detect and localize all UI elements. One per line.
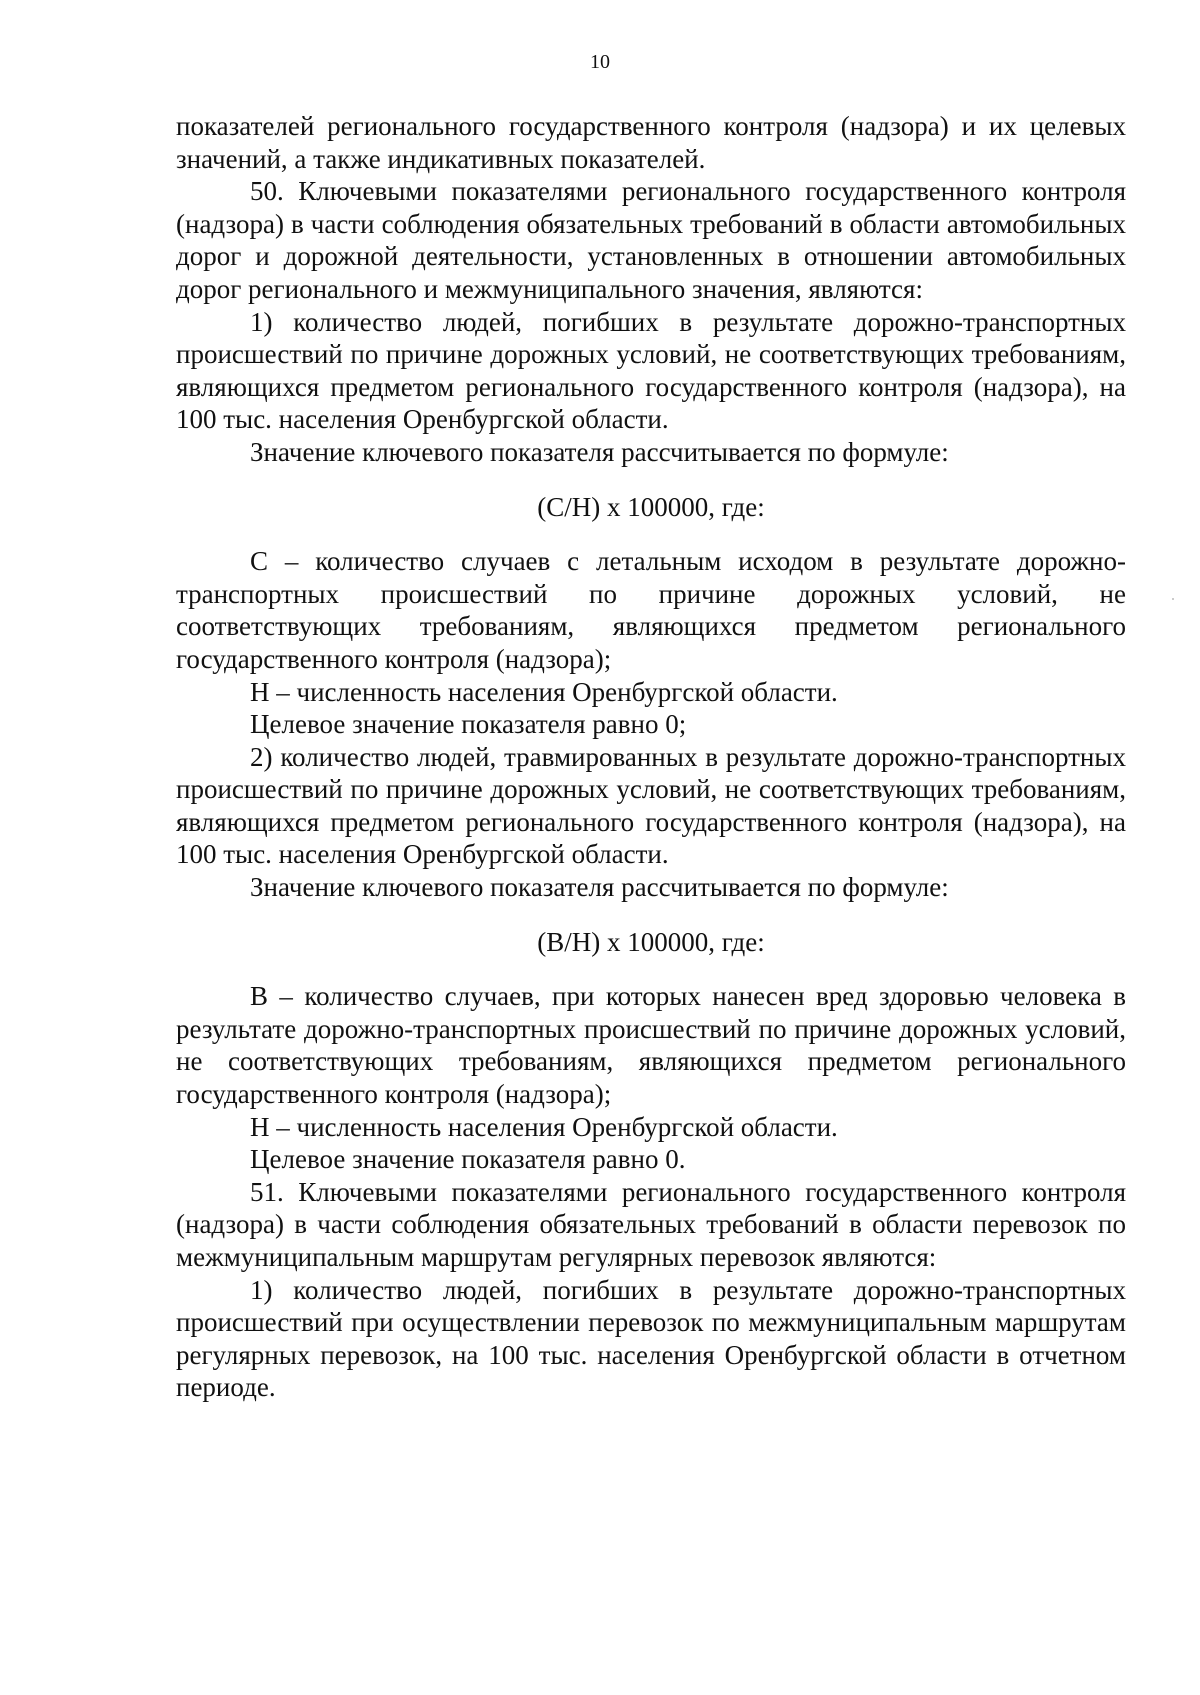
paragraph-item-50: 50. Ключевыми показателями регионального государственного контроля (надзора) в части соблюдения обязательных требований в области автомобильных дорог и дорожной деятельности, установленных в отношении автомобильных дорог регионального и межмуниципального значения, являются:	[176, 176, 1126, 304]
paragraph-definition-n: Н – численность населения Оренбургской области.	[250, 676, 838, 707]
formula-deaths: (С/Н) х 100000, где:	[537, 491, 765, 522]
document-body	[176, 110, 1126, 1404]
scan-speck	[1172, 598, 1174, 600]
page-number: 10	[590, 51, 610, 73]
paragraph-indicator-2-injuries: 2) количество людей, травмированных в результате дорожно-транспортных происшествий по причине дорожных условий, не соответствующих требованиям, являющихся предметом регионального государственного контроля (надзора), на 100 тыс. населения Оренбургской области.	[176, 741, 1126, 870]
paragraph-formula-intro: Значение ключевого показателя рассчитывается по формуле:	[250, 436, 949, 467]
paragraph-definition-n: Н – численность населения Оренбургской области.	[250, 1111, 838, 1142]
paragraph-item-51: 51. Ключевыми показателями регионального государственного контроля (надзора) в части соблюдения обязательных требований в области перевозок по межмуниципальным маршрутам регулярных перевозок являются:	[176, 1176, 1126, 1272]
paragraph-target-value: Целевое значение показателя равно 0.	[250, 1144, 686, 1175]
paragraph-target-value: Целевое значение показателя равно 0;	[250, 709, 687, 740]
paragraph-indicator-1-deaths: 1) количество людей, погибших в результате дорожно-транспортных происшествий по причине дорожных условий, не соответствующих требованиям, являющихся предметом регионального государственного контроля (надзора), на 100 тыс. населения Оренбургской области.	[176, 306, 1126, 435]
paragraph-indicator-1-transport-deaths: 1) количество людей, погибших в результате дорожно-транспортных происшествий при осуществлении перевозок по межмуниципальным маршрутам регулярных перевозок, на 100 тыс. населения Оренбургской области в отчетном периоде.	[176, 1274, 1126, 1403]
paragraph-continuation: показателей регионального государственного контроля (надзора) и их целевых значений, а также индикативных показателей.	[176, 111, 1126, 174]
formula-injuries: (В/Н) х 100000, где:	[537, 926, 765, 957]
paragraph-definition-b: В – количество случаев, при которых нанесен вред здоровью человека в результате дорожно-транспортных происшествий по причине дорожных условий, не соответствующих требованиям, являющихся предметом регионального государственного контроля (надзора);	[176, 981, 1126, 1110]
paragraph-formula-intro: Значение ключевого показателя рассчитывается по формуле:	[250, 872, 949, 903]
paragraph-definition-c: С – количество случаев с летальным исходом в результате дорожно-транспортных происшествий по причине дорожных условий, не соответствующих требованиям, являющихся предметом регионального государственного контроля (надзора);	[176, 546, 1126, 674]
